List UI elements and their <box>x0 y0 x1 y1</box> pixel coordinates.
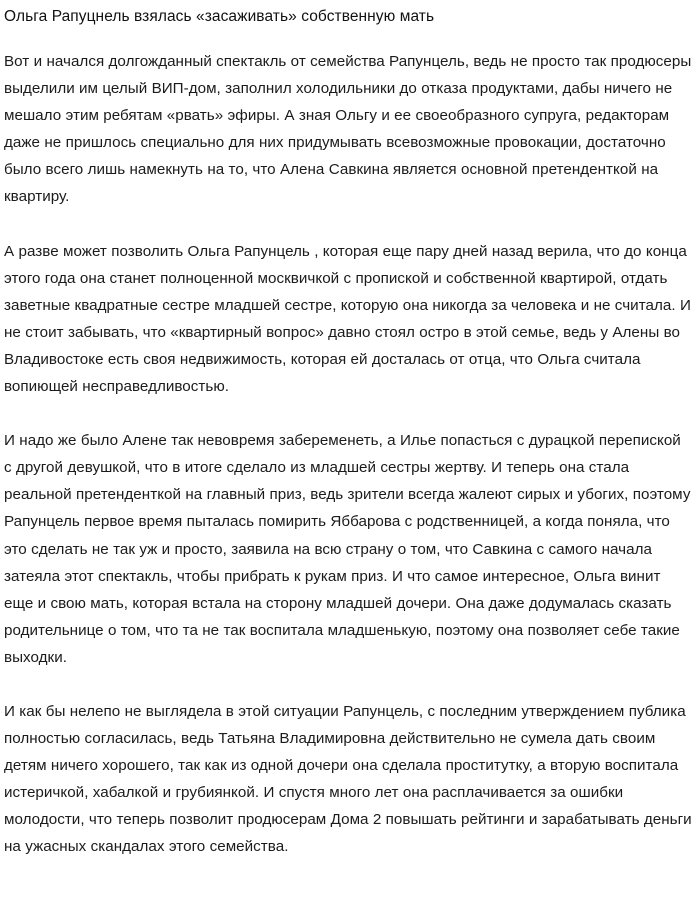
article-paragraph: Вот и начался долгожданный спектакль от семейства Рапунцель, ведь не просто так продюсеры выделили им целый ВИП-дом, заполнил холодильники до отказа продуктами, дабы ничего не мешало этим ребятам «рвать» эфиры. А зная Ольгу и ее своеобразного супруга, редакторам даже не пришлось специально для них придумывать всевозможные провокации, достаточно было всего лишь намекнуть на то, что Алена Савкина является основной претенденткой на квартиру. <box>4 53 692 206</box>
article-paragraph: И надо же было Алене так невовремя забеременеть, а Илье попасться с дурацкой перепиской с другой девушкой, что в итоге сделало из младшей сестры жертву. И теперь она стала реальной претенденткой на главный приз, ведь зрители всегда жалеют сирых и убогих, поэтому Рапунцель первое время пыталась помирить Яббарова с родственницей, а когда поняла, что это сделать не так уж и просто, заявила на всю страну о том, что Савкина с самого начала затеяла этот спектакль, чтобы прибрать к рукам приз. И что самое интересное, Ольга винит еще и свою мать, которая встала на сторону младшей дочери. Она даже додумалась сказать родительнице о том, что та не так воспитала младшенькую, поэтому она позволяет себе такие выходки. <box>4 432 691 666</box>
article-paragraph: А разве может позволить Ольга Рапунцель , которая еще пару дней назад верила, что до конца этого года она станет полноценной москвичкой с пропиской и собственной квартирой, отдать заветные квадратные сестре младшей сестре, которую она никогда за человека и не считала. И не стоит забывать, что «квартирный вопрос» давно стоял остро в этой семье, ведь у Алены во Владивостоке есть своя недвижимость, которая ей досталась от отца, что Ольга считала вопиющей несправедливостью. <box>4 242 691 396</box>
page-title: Ольга Рапуцнель взялась «засаживать» собственную мать <box>4 8 435 25</box>
article-paragraph: И как бы нелепо не выглядела в этой ситуации Рапунцель, с последним утверждением публика полностью согласилась, ведь Татьяна Владимировна действительно не сумела дать своим детям ничего хорошего, так как из одной дочери она сделала проститутку, а вторую воспитала истеричкой, хабалкой и грубиянкой. И спустя много лет она расплачивается за ошибки молодости, что теперь позволит продюсерам Дома 2 повышать рейтинги и зарабатывать деньги на ужасных скандалах этого семейства. <box>4 702 692 856</box>
article-body <box>4 48 692 861</box>
